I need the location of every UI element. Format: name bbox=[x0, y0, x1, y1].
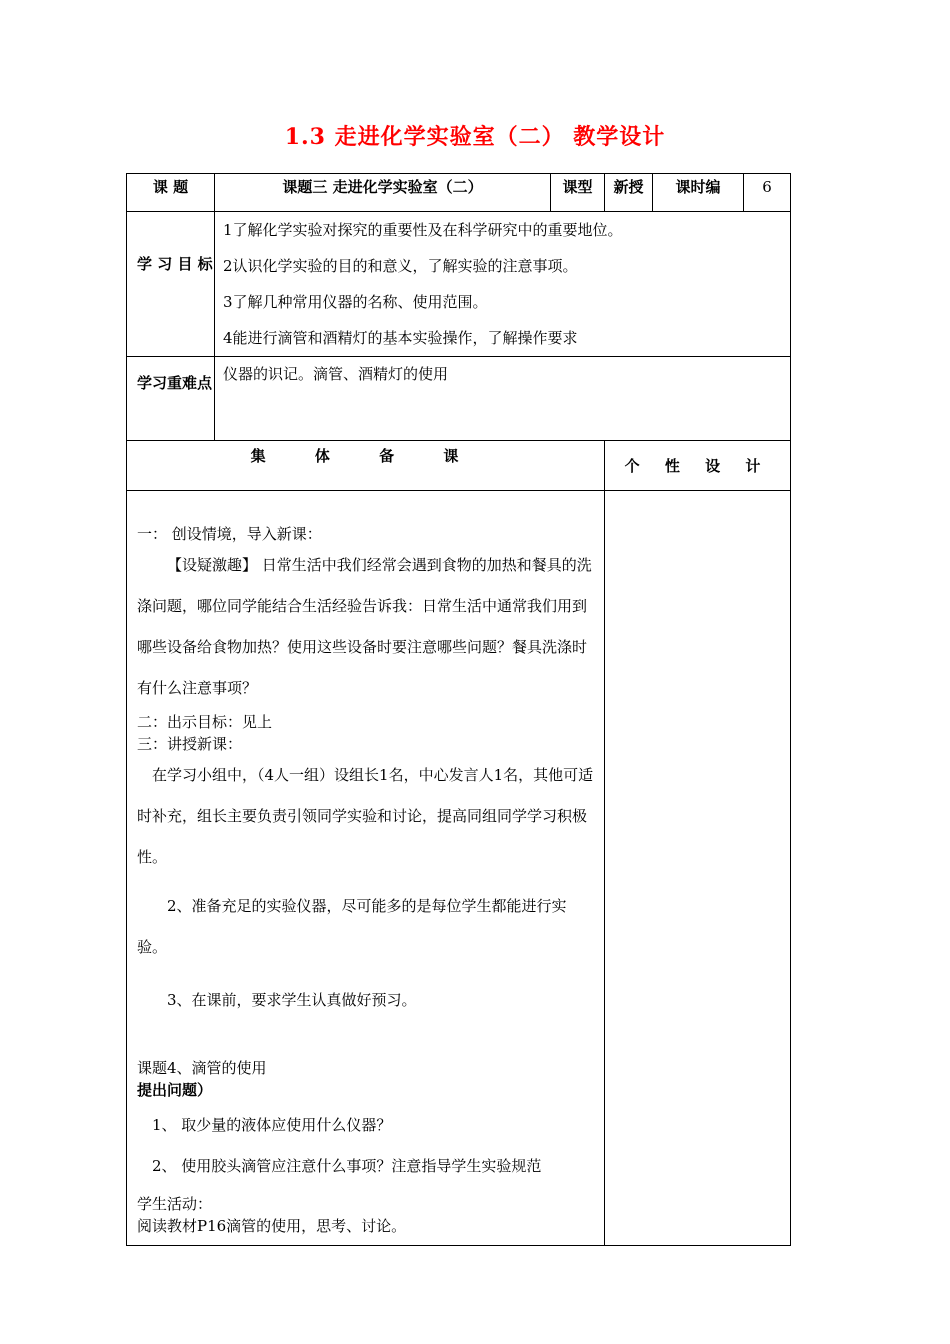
goals-row bbox=[127, 212, 791, 357]
period-label: 课时编 bbox=[653, 174, 744, 212]
goal-item: 1了解化学实验对探究的重要性及在科学研究中的重要地位。 bbox=[223, 221, 623, 239]
question-heading: 提出问题） bbox=[137, 1081, 213, 1099]
teach-paragraph-3: 3、在课前，要求学生认真做好预习。 bbox=[167, 991, 417, 1009]
type-label: 课型 bbox=[551, 174, 605, 212]
content-row bbox=[127, 491, 791, 1246]
teach-heading: 三：讲授新课： bbox=[137, 735, 243, 753]
goal-item: 2认识化学实验的目的和意义，了解实验的注意事项。 bbox=[223, 257, 578, 275]
activity-heading: 学生活动： bbox=[137, 1195, 213, 1213]
topic4-line: 课题4、滴管的使用 bbox=[137, 1059, 267, 1077]
prep-content bbox=[127, 491, 605, 1246]
personal-design-area bbox=[605, 491, 791, 1246]
difficulty-label: 学习重难点 bbox=[127, 357, 215, 441]
type-value: 新授 bbox=[605, 174, 653, 212]
difficulty-text: 仪器的识记。滴管、酒精灯的使用 bbox=[215, 357, 791, 441]
activity-text: 阅读教材P16滴管的使用，思考、讨论。 bbox=[137, 1217, 407, 1235]
difficulty-row bbox=[127, 357, 791, 441]
personal-header: 个 性 设 计 bbox=[605, 441, 791, 491]
question-2: 2、 使用胶头滴管应注意什么事项？注意指导学生实验规范 bbox=[152, 1157, 542, 1175]
teach-paragraph-2: 2、准备充足的实验仪器，尽可能多的是每位学生都能进行实验。 bbox=[137, 897, 567, 956]
header-row bbox=[127, 174, 791, 212]
intro-text: 【设疑激趣】 日常生活中我们经常会遇到食物的加热和餐具的洗涤问题，哪位同学能结合生活经验告诉我：日常生活中通常我们用到哪些设备给食物加热？使用这些设备时要注意哪些问题？餐具洗涤时有什么注意事项？ bbox=[137, 556, 592, 697]
goals-label: 学 习 目 标 bbox=[127, 212, 215, 357]
goal-item: 3了解几种常用仪器的名称、使用范围。 bbox=[223, 293, 488, 311]
section-header-row bbox=[127, 441, 791, 491]
teach-paragraph-1: 在学习小组中，（4人一组）设组长1名，中心发言人1名，其他可适时补充，组长主要负责引领同学实验和讨论，提高同组同学学习积极性。 bbox=[137, 766, 594, 866]
topic-label: 课 题 bbox=[127, 174, 215, 212]
period-value: 6 bbox=[744, 174, 791, 212]
topic-value: 课题三 走进化学实验室（二） bbox=[215, 174, 551, 212]
page-title: 1.3 走进化学实验室（二） 教学设计 bbox=[284, 124, 666, 150]
question-1: 1、 取少量的液体应使用什么仪器？ bbox=[152, 1116, 392, 1134]
goal-item: 4能进行滴管和酒精灯的基本实验操作，了解操作要求 bbox=[223, 329, 578, 347]
intro-heading: 一： 创设情境，导入新课： bbox=[137, 525, 322, 543]
lesson-plan-table bbox=[126, 173, 791, 1246]
goals-list bbox=[215, 212, 791, 357]
prep-header: 集 体 备 课 bbox=[127, 441, 605, 491]
goal-line: 二：出示目标：见上 bbox=[137, 713, 273, 731]
